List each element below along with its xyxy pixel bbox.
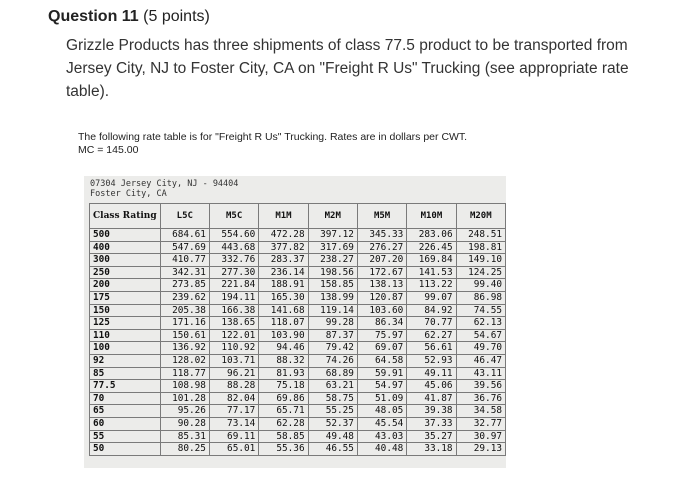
rate-cell: 171.16 [160,317,209,330]
rate-cell: 118.77 [160,367,209,380]
rate-cell: 45.06 [407,380,456,393]
class-cell: 250 [90,266,161,279]
rate-cell: 119.14 [308,304,357,317]
rate-cell: 345.33 [357,229,406,242]
rate-cell: 138.65 [209,317,258,330]
rate-cell: 94.46 [259,342,308,355]
rate-cell: 55.25 [308,405,357,418]
rate-cell: 443.68 [209,241,258,254]
class-cell: 400 [90,241,161,254]
rate-cell: 283.37 [259,254,308,267]
rate-cell: 54.97 [357,380,406,393]
rate-cell: 99.07 [407,291,456,304]
rate-cell: 49.70 [456,342,505,355]
rate-cell: 86.98 [456,291,505,304]
class-cell: 500 [90,229,161,242]
rate-cell: 46.47 [456,354,505,367]
rate-cell: 82.04 [209,392,258,405]
rate-cell: 273.85 [160,279,209,292]
table-row [90,317,506,330]
table-row [90,304,506,317]
rate-cell: 81.93 [259,367,308,380]
rate-cell: 547.69 [160,241,209,254]
table-row [90,417,506,430]
rate-cell: 74.26 [308,354,357,367]
rate-cell: 277.30 [209,266,258,279]
rate-cell: 58.85 [259,430,308,443]
rate-cell: 54.67 [456,329,505,342]
class-cell: 150 [90,304,161,317]
class-cell: 85 [90,367,161,380]
rate-cell: 34.58 [456,405,505,418]
table-row [90,405,506,418]
minimum-charge: MC = 145.00 [78,144,139,156]
rate-cell: 56.61 [407,342,456,355]
class-rating-header: Class Rating [90,204,161,229]
rate-cell: 63.21 [308,380,357,393]
rate-cell: 32.77 [456,417,505,430]
class-cell: 70 [90,392,161,405]
rate-cell: 33.18 [407,443,456,456]
table-row [90,342,506,355]
rate-cell: 103.60 [357,304,406,317]
rate-cell: 150.61 [160,329,209,342]
rate-cell: 58.75 [308,392,357,405]
rate-cell: 472.28 [259,229,308,242]
rate-cell: 62.27 [407,329,456,342]
rate-cell: 198.81 [456,241,505,254]
rate-cell: 141.53 [407,266,456,279]
class-cell: 65 [90,405,161,418]
rate-cell: 276.27 [357,241,406,254]
rate-cell: 283.06 [407,229,456,242]
rate-cell: 77.17 [209,405,258,418]
class-cell: 175 [90,291,161,304]
rate-cell: 103.90 [259,329,308,342]
table-row [90,354,506,367]
rate-cell: 124.25 [456,266,505,279]
class-cell: 50 [90,443,161,456]
class-cell: 100 [90,342,161,355]
rate-cell: 207.20 [357,254,406,267]
rate-cell: 69.86 [259,392,308,405]
rate-cell: 86.34 [357,317,406,330]
rate-cell: 684.61 [160,229,209,242]
class-cell: 200 [90,279,161,292]
rate-cell: 103.71 [209,354,258,367]
rate-cell: 158.85 [308,279,357,292]
question-title [48,8,210,26]
rate-cell: 37.33 [407,417,456,430]
table-row [90,329,506,342]
rate-cell: 69.11 [209,430,258,443]
rate-cell: 238.27 [308,254,357,267]
class-cell: 55 [90,430,161,443]
rate-cell: 39.38 [407,405,456,418]
rate-table [89,203,506,456]
rate-cell: 75.18 [259,380,308,393]
table-row [90,443,506,456]
rate-cell: 55.36 [259,443,308,456]
rate-cell: 73.14 [209,417,258,430]
rate-cell: 79.42 [308,342,357,355]
column-header: M1M [259,204,308,229]
class-cell: 125 [90,317,161,330]
rate-cell: 149.10 [456,254,505,267]
rate-cell: 221.84 [209,279,258,292]
table-row [90,291,506,304]
table-row [90,266,506,279]
rate-cell: 377.82 [259,241,308,254]
rate-cell: 49.11 [407,367,456,380]
rate-cell: 70.77 [407,317,456,330]
rate-cell: 80.25 [160,443,209,456]
rate-cell: 65.01 [209,443,258,456]
rate-cell: 30.97 [456,430,505,443]
rate-cell: 45.54 [357,417,406,430]
table-row [90,392,506,405]
rate-cell: 172.67 [357,266,406,279]
table-row [90,430,506,443]
column-header: L5C [160,204,209,229]
rate-table-image [84,176,506,468]
rate-cell: 194.11 [209,291,258,304]
rate-cell: 166.38 [209,304,258,317]
rate-cell: 52.37 [308,417,357,430]
question-number: Question 11 [48,8,139,25]
table-row [90,367,506,380]
rate-cell: 136.92 [160,342,209,355]
rate-cell: 88.28 [209,380,258,393]
rate-cell: 96.21 [209,367,258,380]
table-row [90,380,506,393]
rate-table-intro [78,131,538,157]
rate-cell: 62.13 [456,317,505,330]
rate-cell: 41.87 [407,392,456,405]
rate-cell: 99.40 [456,279,505,292]
class-cell: 300 [90,254,161,267]
column-header: M5M [357,204,406,229]
rate-cell: 29.13 [456,443,505,456]
table-body [90,229,506,456]
rate-cell: 95.26 [160,405,209,418]
rate-cell: 118.07 [259,317,308,330]
rate-cell: 138.13 [357,279,406,292]
rate-cell: 236.14 [259,266,308,279]
rate-cell: 165.30 [259,291,308,304]
rate-cell: 46.55 [308,443,357,456]
question-body: Grizzle Products has three shipments of class 77.5 product to be transported from Jersey City, NJ to Foster City, CA on "Freight R Us" Trucking (see appropriate rate table). [66,37,629,100]
rate-cell: 40.48 [357,443,406,456]
table-row [90,254,506,267]
rate-cell: 39.56 [456,380,505,393]
class-cell: 77.5 [90,380,161,393]
column-header: M5C [209,204,258,229]
rate-cell: 59.91 [357,367,406,380]
table-row [90,229,506,242]
rate-cell: 410.77 [160,254,209,267]
rate-cell: 49.48 [308,430,357,443]
rate-cell: 198.56 [308,266,357,279]
rate-cell: 138.99 [308,291,357,304]
rate-cell: 36.76 [456,392,505,405]
rate-cell: 332.76 [209,254,258,267]
rate-cell: 101.28 [160,392,209,405]
table-row [90,241,506,254]
class-cell: 92 [90,354,161,367]
rate-cell: 122.01 [209,329,258,342]
rate-cell: 84.92 [407,304,456,317]
rate-cell: 554.60 [209,229,258,242]
column-header: M10M [407,204,456,229]
rate-cell: 65.71 [259,405,308,418]
rate-cell: 120.87 [357,291,406,304]
rate-cell: 397.12 [308,229,357,242]
table-row [90,279,506,292]
rate-cell: 74.55 [456,304,505,317]
column-header: M20M [456,204,505,229]
rate-cell: 90.28 [160,417,209,430]
rate-cell: 51.09 [357,392,406,405]
rate-cell: 43.03 [357,430,406,443]
rate-cell: 35.27 [407,430,456,443]
rate-cell: 68.89 [308,367,357,380]
rate-cell: 141.68 [259,304,308,317]
rate-cell: 108.98 [160,380,209,393]
rate-cell: 48.05 [357,405,406,418]
rate-cell: 342.31 [160,266,209,279]
rate-cell: 85.31 [160,430,209,443]
rate-cell: 52.93 [407,354,456,367]
question-points: (5 points) [143,8,210,25]
class-cell: 60 [90,417,161,430]
rate-cell: 43.11 [456,367,505,380]
intro-line: The following rate table is for "Freight R Us" Trucking. Rates are in dollars per CWT. [78,131,468,143]
rate-cell: 99.28 [308,317,357,330]
table-header-row [90,204,506,229]
rate-cell: 87.37 [308,329,357,342]
rate-cell: 62.28 [259,417,308,430]
column-header: M2M [308,204,357,229]
rate-cell: 88.32 [259,354,308,367]
rate-cell: 128.02 [160,354,209,367]
rate-cell: 205.38 [160,304,209,317]
rate-cell: 226.45 [407,241,456,254]
rate-cell: 239.62 [160,291,209,304]
rate-cell: 64.58 [357,354,406,367]
rate-cell: 69.07 [357,342,406,355]
class-cell: 110 [90,329,161,342]
rate-cell: 75.97 [357,329,406,342]
rate-cell: 169.84 [407,254,456,267]
rate-cell: 188.91 [259,279,308,292]
rate-cell: 110.92 [209,342,258,355]
rate-cell: 248.51 [456,229,505,242]
rate-cell: 113.22 [407,279,456,292]
route-label: 07304 Jersey City, NJ - 94404 Foster City, CA [90,179,239,199]
rate-cell: 317.69 [308,241,357,254]
